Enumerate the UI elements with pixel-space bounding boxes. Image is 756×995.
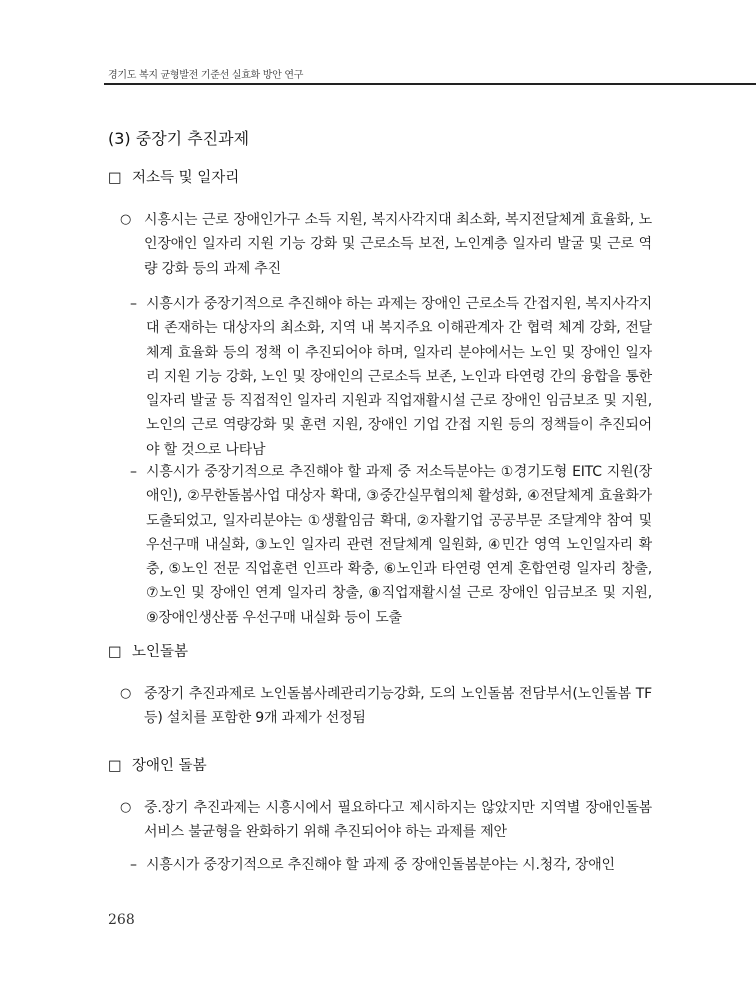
- paragraph-text: 중.장기 추진과제는 시흥시에서 필요하다고 제시하지는 않았지만 지역별 장애인돌봄서비스 불균형을 완화하기 위해 추진되어야 하는 과제를 제안: [144, 800, 652, 841]
- circle-paragraph-disability-care: [120, 796, 652, 845]
- square-bullet: □: [108, 758, 122, 774]
- square-bullet: □: [108, 170, 122, 186]
- circle-paragraph-low-income: [120, 208, 652, 281]
- dash-paragraph-disability-care: [130, 853, 652, 877]
- circle-paragraph-elderly-care: [120, 682, 652, 731]
- paragraph-text: 시흥시가 중장기적으로 추진해야 할 과제 중 저소득분야는 ①경기도형 EITC 지원(장애인), ②무한돌봄사업 대상자 확대, ③중간실무협의체 활성화, ④전달체계 효율화가 도출되었고, 일자리분야는 ①생활임금 확대, ②자활기업 공공부문 조달계약 참여 및 우선구매 내실화, ③노인 일자리 관련 전달체계 일원화, ④민간 영역 노인일자리 확충, ⑤노인 전문 직업훈련 인프라 확충, ⑥노인과 타연령 연계 혼합연령 일자리 창출, ⑦노인 및 장애인 연계 일자리 창출, ⑧직업재활시설 근로 장애인 임금보조 및 지원, ⑨장애인생산품 우선구매 내실화 등이 도출: [146, 464, 652, 626]
- dash-bullet: –: [130, 464, 137, 480]
- heading-elderly-care: [108, 640, 188, 661]
- paragraph-text: 중장기 추진과제로 노인돌봄사례관리기능강화, 도의 노인돌봄 전담부서(노인돌봄 TF 등) 설치를 포함한 9개 과제가 선정됨: [144, 686, 652, 727]
- dash-bullet: –: [130, 296, 137, 312]
- paragraph-text: 시흥시가 중장기적으로 추진해야 할 과제 중 장애인돌봄분야는 시.청각, 장애인: [146, 857, 615, 873]
- section-title: (3) 중장기 추진과제: [108, 129, 250, 148]
- heading-low-income-jobs: [108, 166, 239, 187]
- heading-text: 노인돌봄: [132, 644, 189, 660]
- page-number: 268: [108, 912, 135, 928]
- heading-text: 장애인 돌봄: [132, 758, 207, 774]
- square-bullet: □: [108, 644, 122, 660]
- dash-paragraph-low-income-1: [130, 292, 652, 462]
- running-header: 경기도 복지 균형발전 기준선 실효화 방안 연구: [108, 70, 304, 81]
- heading-disability-care: [108, 754, 207, 775]
- circle-bullet: ○: [120, 800, 132, 815]
- circle-bullet: ○: [120, 686, 132, 701]
- circle-bullet: ○: [120, 212, 132, 227]
- paragraph-text: 시흥시는 근로 장애인가구 소득 지원, 복지사각지대 최소화, 복지전달체계 효율화, 노인장애인 일자리 지원 기능 강화 및 근로소득 보전, 노인계층 일자리 발굴 및 근로 역량 강화 등의 과제 추진: [144, 212, 652, 277]
- paragraph-text: 시흥시가 중장기적으로 추진해야 하는 과제는 장애인 근로소득 간접지원, 복지사각지대 존재하는 대상자의 최소화, 지역 내 복지주요 이해관계자 간 협력 체계 강화, 전달체계 효율화 등의 정책 이 추진되어야 하며, 일자리 분야에서는 노인 및 장애인 일자리 지원 기능 강화, 노인 및 장애인의 근로소득 보존, 노인과 타연령 간의 융합을 통한 일자리 발굴 등 직접적인 일자리 지원과 직업재활시설 근로 장애인 임금보조 및 지원, 노인의 근로 역량강화 및 훈련 지원, 장애인 기업 간접 지원 등의 정책들이 추진되어야 할 것으로 나타남: [146, 296, 652, 458]
- dash-paragraph-low-income-2: [130, 460, 652, 630]
- heading-text: 저소득 및 일자리: [132, 170, 240, 186]
- dash-bullet: –: [130, 857, 137, 873]
- header-rule: [104, 83, 756, 85]
